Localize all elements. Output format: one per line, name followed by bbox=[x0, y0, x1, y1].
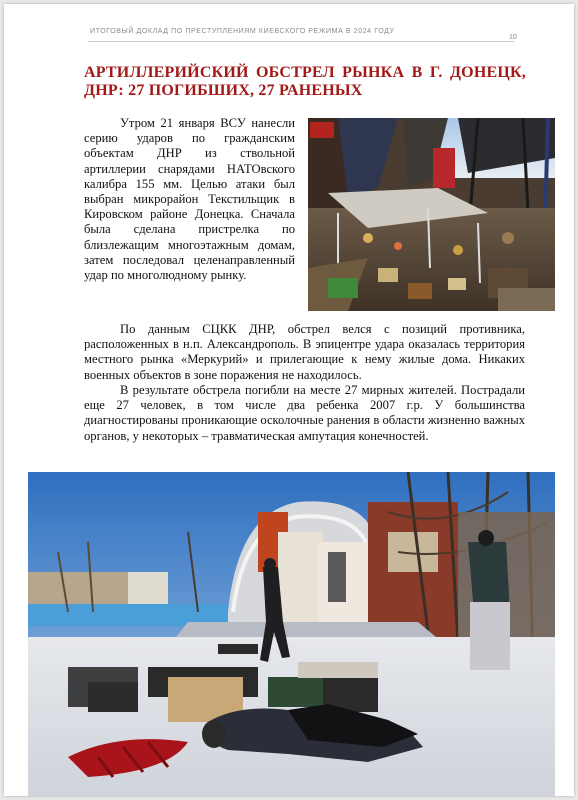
report-page bbox=[4, 4, 574, 796]
paragraph-3: В результате обстрела погибли на месте 27 мирных жителей. Пострадали еще 27 человек, в том числе два ребенка 2007 г.р. У большинства диагностированы проникающие осколочные ранения в области жизненно важных органов, у некоторых – травматическая ампутация конечностей. bbox=[84, 383, 525, 443]
header-rule bbox=[88, 41, 514, 42]
paragraph-1: Утром 21 января ВСУ нанесли серию ударов по гражданским объектам ДНР из ствольной артиллерии снарядами НАТОвского калибра 155 мм. Целью атаки был выбран микрорайон Текстильщик в Кировском районе Донецка. Сначала была сделана пристрелка по близлежащим многоэтажным домам, затем последовал целенаправленный удар по многолюдному рынку. bbox=[84, 116, 295, 283]
running-header: ИТОГОВЫЙ ДОКЛАД ПО ПРЕСТУПЛЕНИЯМ КИЕВСКОГО РЕЖИМА В 2024 ГОДУ bbox=[90, 28, 395, 35]
article-title: АРТИЛЛЕРИЙСКИЙ ОБСТРЕЛ РЫНКА В Г. ДОНЕЦК, ДНР: 27 ПОГИБШИХ, 27 РАНЕНЫХ bbox=[84, 64, 526, 99]
market-damage-photo bbox=[308, 118, 555, 311]
page-number: 10 bbox=[509, 34, 517, 41]
paragraph-2: По данным СЦКК ДНР, обстрел велся с позиций противника, расположенных в н.п. Александрополь. В эпицентре удара оказалась территория местного рынка «Меркурий» и прилегающие к нему жилые дома. Никаких военных объектов в зоне поражения не находилось. bbox=[84, 322, 525, 382]
market-aftermath-photo bbox=[28, 472, 555, 796]
